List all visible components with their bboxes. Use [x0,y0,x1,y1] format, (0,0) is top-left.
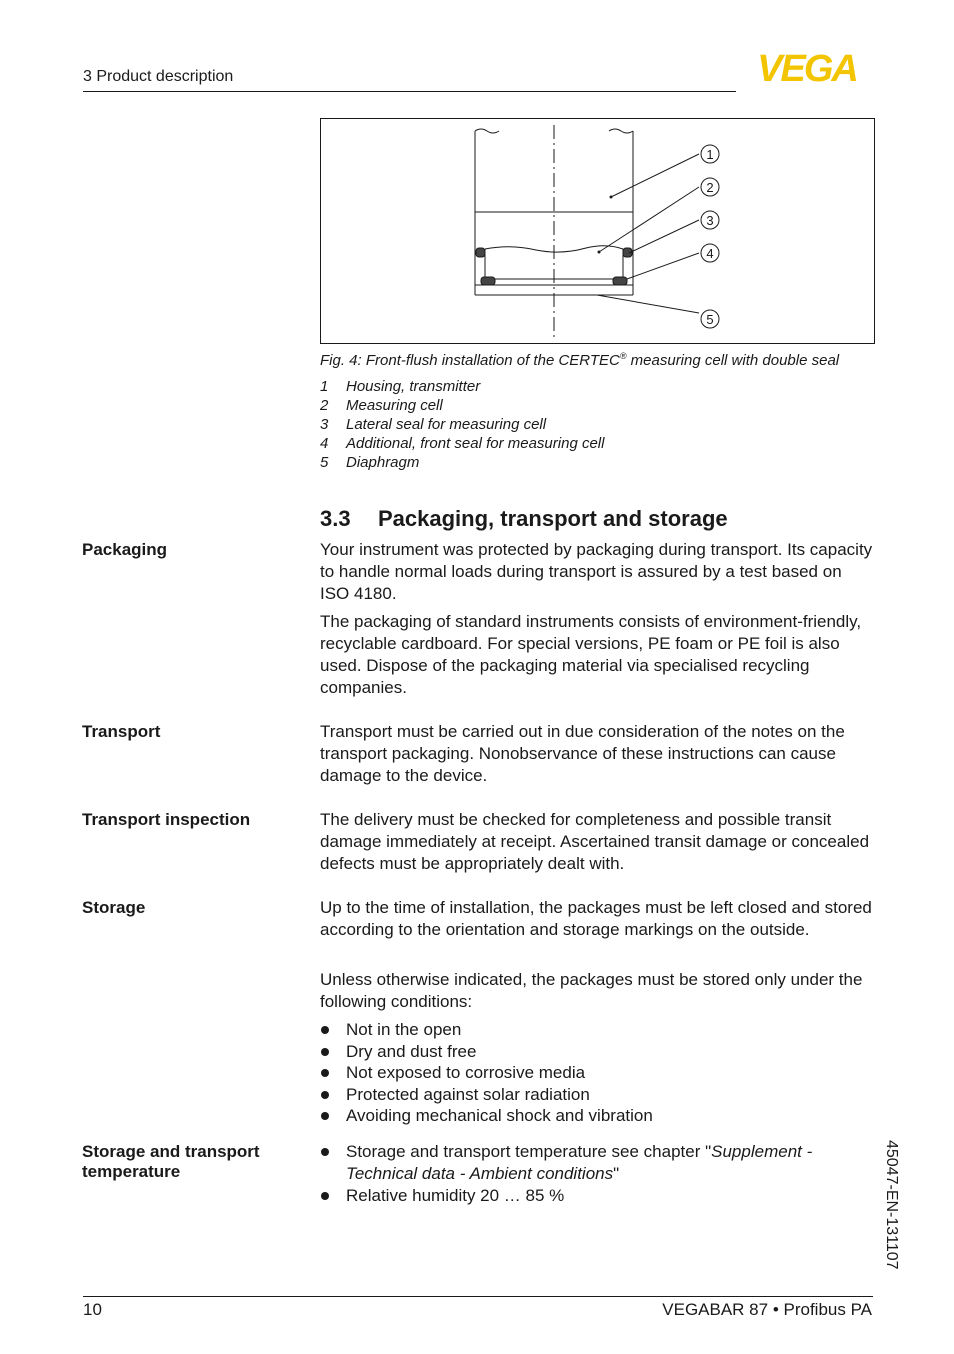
header-section-title: 3 Product description [83,68,234,85]
legend-item: 3 Lateral seal for measuring cell [320,416,547,433]
storage-label: Storage [82,898,146,917]
figure-drawing [320,118,875,344]
leader-5 [597,295,699,313]
storage-paragraph-2: Unless otherwise indicated, the packages must be stored only under the following conditions: [320,970,863,1011]
page-number: 10 [83,1300,102,1319]
transport-label: Transport [82,722,161,741]
transport-inspection-label: Transport inspection [82,810,251,829]
figure-caption: Fig. 4: Front-flush installation of the CERTEC® measuring cell with double seal [320,351,840,369]
front-seal-right [613,277,627,285]
storage-conditions-list [320,1019,875,1127]
storage-paragraph-1: Up to the time of installation, the packages must be left closed and stored according to the orientation and storage markings on the outside. [320,898,872,939]
chapter-reference: Supplement - Technical data - Ambient conditions [346,1142,813,1183]
list-item: Relative humidity 20 … 85 % [320,1185,875,1207]
list-item: Storage and transport temperature see chapter "Supplement - Technical data - Ambient conditions" [320,1141,875,1185]
leader-2 [599,187,699,252]
legend-item: 1 Housing, transmitter [320,378,481,395]
footer-rule [83,1296,873,1297]
callout-1: 1 [706,147,714,162]
legend-item: 2 Measuring cell [320,397,443,414]
figure-legend [320,377,604,472]
list-item: Not exposed to corrosive media [320,1062,875,1084]
callout-4: 4 [706,246,714,261]
vega-logo [741,50,873,84]
legend-item: 5 Diaphragm [320,454,420,471]
list-item: Avoiding mechanical shock and vibration [320,1105,875,1127]
leader-3 [629,220,699,253]
section-heading: 3.3 Packaging, transport and storage [320,506,728,531]
legend-item: 4 Additional, front seal for measuring cell [320,435,605,452]
packaging-label: Packaging [82,540,168,559]
transport-inspection-paragraph: The delivery must be checked for completeness and possible transit damage immediately at receipt. Ascertained transit damage or concealed defects must be appropriately dealt with. [320,810,870,873]
leader-1 [611,154,699,197]
leader-4 [627,253,699,279]
callout-5: 5 [706,312,714,327]
callout-2: 2 [706,180,714,195]
packaging-paragraph-2: The packaging of standard instruments consists of environment-friendly, recyclable cardboard. For special versions, PE foam or PE foil is also used. Dispose of the packaging material via specialised recycling companies. [320,612,862,697]
packaging-paragraph-1: Your instrument was protected by packaging during transport. Its capacity to handle normal loads during transport is assured by a test based on ISO 4180. [320,540,873,603]
list-item: Not in the open [320,1019,875,1041]
temperature-label: Storage and transport temperature [82,1142,260,1181]
footer-product-title: VEGABAR 87 • Profibus PA [662,1300,872,1319]
temperature-list [320,1141,875,1207]
callout-3: 3 [706,213,714,228]
list-item: Dry and dust free [320,1041,875,1063]
measuring-cell-diagram [321,119,876,345]
transport-paragraph: Transport must be carried out in due consideration of the notes on the transport packaging. Nonobservance of these instructions can cause damage to the device. [320,722,845,785]
document-id: 45047-EN-131107 [883,1140,900,1270]
lateral-seal-left [476,248,485,257]
header-rule [83,91,736,92]
list-item: Protected against solar radiation [320,1084,875,1106]
logo-text: VEGA [757,50,857,84]
front-seal-left [481,277,495,285]
